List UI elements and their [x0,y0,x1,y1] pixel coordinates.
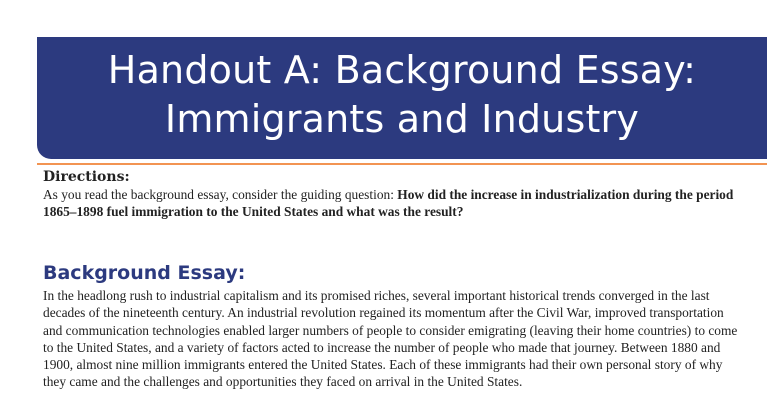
title-line-1: Handout A: Background Essay: [107,48,697,92]
directions-text [43,186,743,221]
directions-intro: As you read the background essay, consider the guiding question: [43,187,398,202]
guiding-question: How did the increase in industrialization during the period 1865–1898 fuel immigration to the United States and what was the result? [43,187,734,220]
title-line-2: Immigrants and Industry [164,97,640,141]
essay-body: In the headlong rush to industrial capitalism and its promised riches, several important historical trends converged in the last decades of the nineteenth century. An industrial revolution regained its momentum after the Civil War, improved transportation and communication technologies enabled larger numbers of people to consider emigrating (leaving their home countries) to come to the United States, and a variety of factors acted to increase the number of people who made that journey. Between 1880 and 1900, almost nine million immigrants entered the United States. Each of these immigrants had their own personal story of why they came and the challenges and opportunities they faced on arrival in the United States. [43,288,738,390]
title-banner [37,37,767,159]
page-title [37,46,767,144]
directions-heading: Directions: [43,169,130,185]
orange-divider [37,163,767,165]
essay-heading: Background Essay: [43,262,246,284]
